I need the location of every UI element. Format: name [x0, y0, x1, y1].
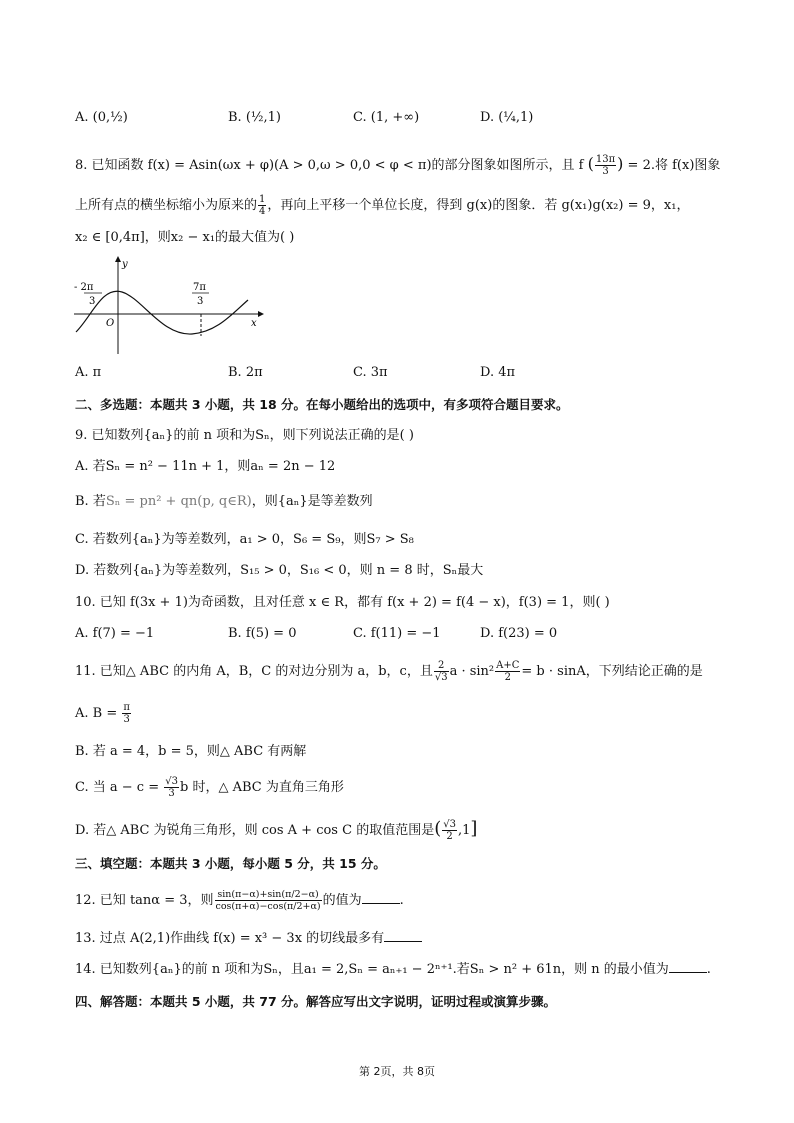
q11-a-start: A. B = — [75, 706, 118, 721]
q9-option-c: C. 若数列{aₙ}为等差数列，a₁ > 0，S₆ = S₉，则S₇ > S₈ — [75, 532, 414, 547]
section-4-heading: 四、解答题：本题共 5 小题，共 77 分。解答应写出文字说明，证明过程或演算步骤。 — [75, 994, 557, 1009]
q12-answer-blank[interactable] — [362, 891, 400, 904]
q8-stem-line3: x₂ ∈ [0,4π]，则x₂ − x₁的最大值为( ) — [75, 230, 295, 245]
q7-option-a: A. (0,½) — [75, 110, 128, 125]
q8-line2-start: 上所有点的横坐标缩小为原来的 — [75, 198, 258, 213]
q11-frac1-num: 2 — [434, 660, 449, 672]
q9-b-start: B. 若 — [75, 494, 106, 509]
right-tick-num: 7π — [193, 282, 206, 293]
q11-frac1 — [434, 660, 449, 683]
y-label: y — [122, 259, 128, 270]
q13-answer-blank[interactable] — [384, 929, 422, 942]
q11-d-start: D. 若△ ABC 为锐角三角形，则 cos A + cos C 的取值范围是 — [75, 823, 435, 838]
q11-d-end: ,1 — [457, 823, 471, 838]
q11-mid: a · sin² — [449, 664, 495, 679]
q11-d-frac — [442, 819, 457, 842]
q12-frac — [215, 889, 322, 912]
q8-line1-end: = 2.将 f(x)图象 — [627, 158, 721, 173]
q11-d-num: √3 — [443, 819, 456, 830]
q8-option-d: D. 4π — [480, 365, 516, 380]
q10-option-d: D. f(23) = 0 — [480, 626, 558, 641]
q8-option-a: A. π — [75, 365, 102, 380]
q14-stem: 14. 已知数列{aₙ}的前 n 项和为Sₙ，且a₁ = 2,Sₙ = aₙ₊₁ − 2ⁿ⁺¹.若Sₙ > n² + 61n，则 n 的最小值为 . — [75, 962, 711, 977]
q11-c-den: 3 — [168, 788, 175, 799]
q8-option-b: B. 2π — [228, 365, 263, 380]
q11-option-d: D. 若△ ABC 为锐角三角形，则 cos A + cos C 的取值范围是( $\frac{√3}{2}$ ,1] — [75, 818, 478, 842]
section-2-heading: 二、多选题：本题共 3 小题，共 18 分。在每小题给出的选项中，有多项符合题目要求。 — [75, 397, 569, 412]
q11-a-den: 3 — [123, 714, 130, 725]
left-tick-num: - 2π — [74, 282, 94, 293]
q13-text: 13. 过点 A(2,1)作曲线 f(x) = x³ − 3x 的切线最多有 — [75, 931, 385, 946]
q7-option-c: C. (1, +∞) — [353, 110, 420, 125]
q9-option-b — [75, 493, 373, 511]
sine-curve — [76, 291, 248, 334]
origin-label: O — [106, 318, 115, 329]
q8-frac-quarter — [258, 194, 266, 217]
q11-c-num: √3 — [165, 776, 178, 787]
q7-option-d: D. (¼,1) — [480, 110, 534, 125]
q11-stem-start: 11. 已知△ ABC 的内角 A，B，C 的对边分别为 a，b，c，且 — [75, 664, 433, 679]
q11-frac2 — [495, 660, 520, 683]
q13-stem — [75, 929, 422, 948]
q11-c-end: b 时，△ ABC 为直角三角形 — [179, 780, 344, 795]
q9-stem: 9. 已知数列{aₙ}的前 n 项和为Sₙ，则下列说法正确的是( ) — [75, 428, 414, 443]
q14-text: 14. 已知数列{aₙ}的前 n 项和为Sₙ，且a₁ = 2,Sₙ = aₙ₊₁ − 2ⁿ⁺¹.若Sₙ > n² + 61n，则 n 的最小值为 — [75, 962, 669, 977]
q10-option-a: A. f(7) = −1 — [75, 626, 155, 641]
q8-frac-num: 13π — [595, 154, 616, 165]
q8-frac-den: 3 — [602, 166, 609, 177]
q11-frac1-den: √3 — [434, 672, 448, 683]
q11-stem-end: = b · sinA，下列结论正确的是 — [521, 664, 703, 679]
q11-c-frac — [164, 776, 179, 799]
q8-frac-13pi — [595, 154, 616, 177]
q7-option-b: B. (½,1) — [228, 110, 281, 125]
left-tick-den: 3 — [89, 296, 96, 307]
q8-stem-line1: 8. 已知函数 f(x) = Asin(ωx + φ)(A > 0,ω > 0,0 < φ < π)的部分图象如图所示，且 f ( $\frac{13\pi}{3}$ ) = 2.将 f(x)图象 — [75, 154, 721, 177]
page-footer: 第 2页，共 8页 — [359, 1065, 435, 1078]
q11-frac2-num: A+C — [496, 660, 520, 671]
q12-start: 12. 已知 tanα = 3，则 — [75, 893, 214, 908]
q12-num: sin(π−α)+sin(π/2−α) — [215, 889, 322, 901]
q11-option-c — [75, 776, 344, 799]
q8-stem-line2 — [75, 194, 689, 217]
q8-frac2-num: 1 — [259, 194, 266, 205]
q11-c-start: C. 当 a − c = — [75, 780, 160, 795]
q9-option-d: D. 若数列{aₙ}为等差数列，S₁₅ > 0，S₁₆ < 0，则 n = 8 时，Sₙ最大 — [75, 563, 484, 578]
q9-b-end: ，则{aₙ}是等差数列 — [251, 494, 373, 509]
q12-den: cos(π+α)−cos(π/2+α) — [215, 901, 321, 912]
x-axis-arrow — [258, 311, 264, 317]
q11-frac2-den: 2 — [504, 672, 511, 683]
q12-stem: 12. 已知 tanα = 3，则 $\frac{\sin(\pi-\alpha)+\sin(\pi/2-\alpha)}{\cos(\pi+\alpha)-\cos(\pi/2+\alpha)}$ 的值为 . — [75, 889, 404, 912]
q11-option-b: B. 若 a = 4，b = 5，则△ ABC 有两解 — [75, 744, 307, 759]
q11-a-frac — [122, 702, 131, 725]
q8-line1-start: 8. 已知函数 f(x) = Asin(ωx + φ)(A > 0,ω > 0,0 < φ < π)的部分图象如图所示，且 f — [75, 158, 584, 173]
q8-sine-graph — [72, 256, 272, 356]
q9-option-a: A. 若Sₙ = n² − 11n + 1，则aₙ = 2n − 12 — [75, 459, 336, 474]
q9-b-formula: Sₙ = pn² + qn(p, q∈R) — [105, 494, 252, 509]
q14-answer-blank[interactable] — [669, 960, 707, 973]
right-tick-den: 3 — [197, 296, 204, 307]
q11-stem — [75, 660, 703, 683]
y-axis-arrow — [115, 256, 121, 262]
q12-end: 的值为 — [322, 893, 362, 908]
q11-d-den: 2 — [446, 831, 453, 842]
q10-stem: 10. 已知 f(3x + 1)为奇函数，且对任意 x ∈ R，都有 f(x + 2) = f(4 − x)，f(3) = 1，则( ) — [75, 595, 610, 610]
q10-option-c: C. f(11) = −1 — [353, 626, 441, 641]
q8-option-c: C. 3π — [353, 365, 388, 380]
q8-line2-end: ，再向上平移一个单位长度，得到 g(x)的图象．若 g(x₁)g(x₂) = 9，x₁， — [267, 198, 690, 213]
q8-frac2-den: 4 — [259, 206, 266, 217]
q10-option-b: B. f(5) = 0 — [228, 626, 297, 641]
q11-a-num: π — [123, 702, 130, 713]
q11-option-a — [75, 702, 132, 725]
x-label: x — [251, 318, 257, 329]
section-3-heading: 三、填空题：本题共 3 小题，每小题 5 分，共 15 分。 — [75, 856, 386, 871]
